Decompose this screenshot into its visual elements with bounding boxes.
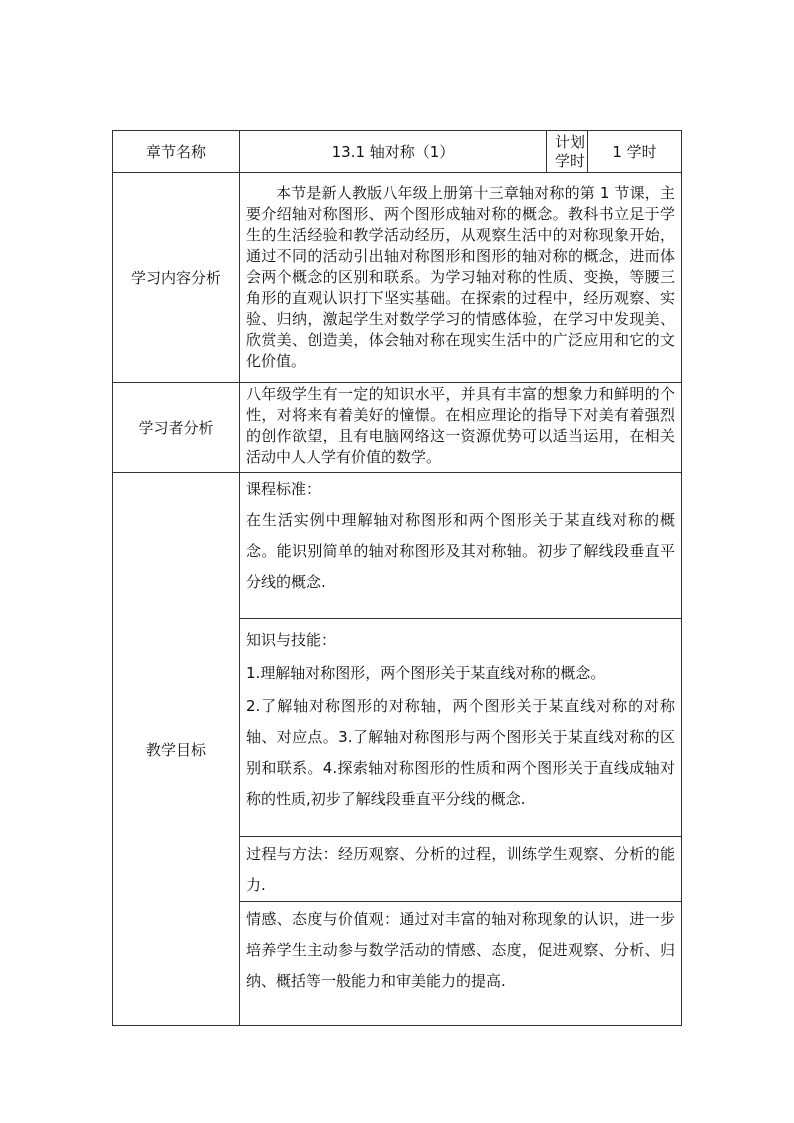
learner-analysis-label: 学习者分析 <box>113 383 240 473</box>
emotion-values-cell <box>240 902 682 1026</box>
chapter-name-value: 13.1 轴对称（1） <box>240 131 547 173</box>
learner-analysis-cell <box>240 383 682 473</box>
curriculum-standard-title: 课程标准： <box>246 480 322 498</box>
content-analysis-text: 本节是新人教版八年级上册第十三章轴对称的第 1 节课，主要介绍轴对称图形、两个图形成轴对称的概念。教科书立足于学生的生活经验和教学活动经历，从观察生活中的对称现象开始，通过不同的活动引出轴对称图形和图形的轴对称的概念，进而体会两个概念的区别和联系。为学习轴对称的性质、变换，等腰三角形的直观认识打下坚实基础。在探索的过程中，经历观察、实验、归纳，激起学生对数学学习的情感体验，在学习中发现美、欣赏美、创造美，体会轴对称在现实生活中的广泛应用和它的文化价值。 <box>246 183 675 370</box>
content-analysis-label: 学习内容分析 <box>113 173 240 383</box>
curriculum-standard-cell <box>240 473 682 619</box>
knowledge-skills-cell <box>240 619 682 837</box>
lesson-plan-table <box>112 130 681 1026</box>
content-analysis-cell <box>240 173 682 383</box>
chapter-name-label: 章节名称 <box>113 131 240 173</box>
knowledge-skills-item-2: 2.了解轴对称图形的对称轴，两个图形关于某直线对称的对称轴、对应点。3.了解轴对称图形与两个图形关于某直线对称的区别和联系。4.探索轴对称图形的性质和两个图形关于直线成轴对称的性质,初步了解线段垂直平分线的概念. <box>246 697 675 808</box>
planned-hours-label: 计划学时 <box>547 131 588 173</box>
process-methods-cell <box>240 837 682 902</box>
learner-analysis-text: 八年级学生有一定的知识水平，并具有丰富的想象力和鲜明的个性，对将来有着美好的憧憬。在相应理论的指导下对美有着强烈的创作欲望，且有电脑网络这一资源优势可以适当运用，在相关活动中人人学有价值的数学。 <box>246 385 675 466</box>
emotion-values-text: 情感、态度与价值观：通过对丰富的轴对称现象的认识，进一步培养学生主动参与数学活动的情感、态度，促进观察、分析、归纳、概括等一般能力和审美能力的提高. <box>246 910 675 990</box>
process-methods-text: 过程与方法：经历观察、分析的过程，训练学生观察、分析的能力. <box>246 845 675 894</box>
curriculum-standard-text: 在生活实例中理解轴对称图形和两个图形关于某直线对称的概念。能识别简单的轴对称图形及其对称轴。初步了解线段垂直平分线的概念. <box>246 511 675 591</box>
knowledge-skills-item-1: 1.理解轴对称图形，两个图形关于某直线对称的概念。 <box>246 664 606 682</box>
knowledge-skills-title: 知识与技能： <box>246 631 337 649</box>
planned-hours-value: 1 学时 <box>588 131 682 173</box>
teaching-objectives-label: 教学目标 <box>113 473 240 1026</box>
